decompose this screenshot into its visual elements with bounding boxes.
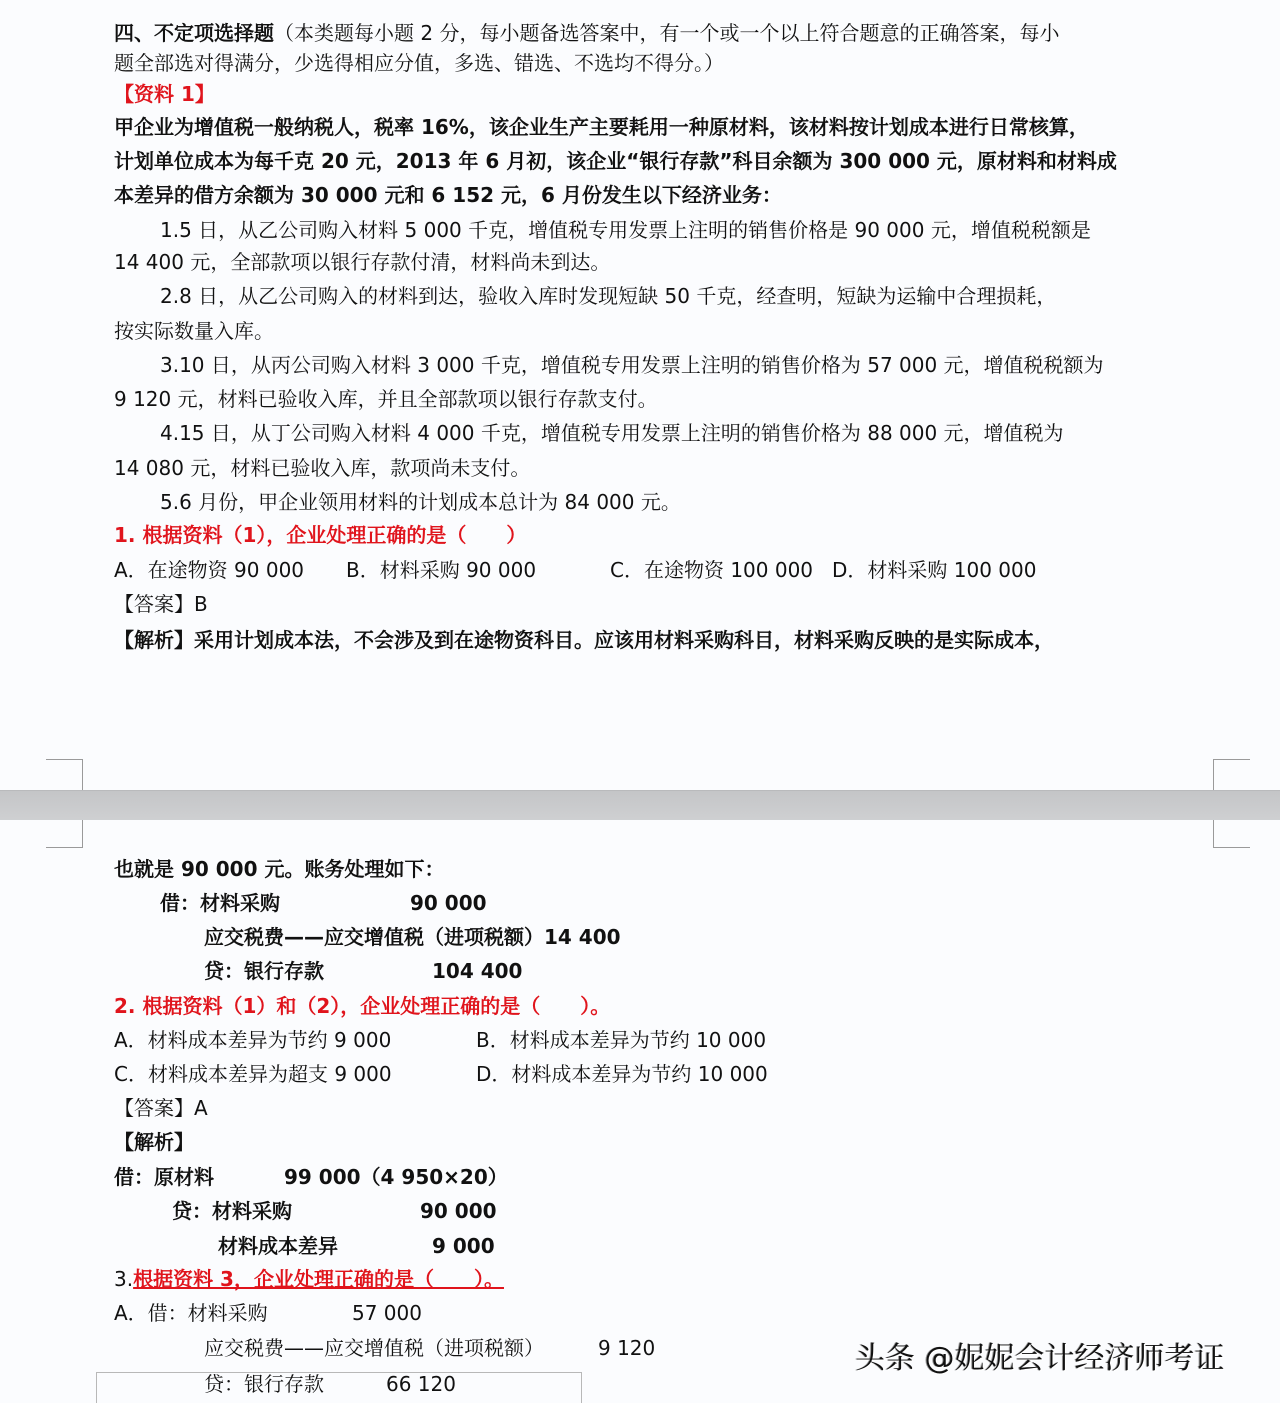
entry-amount: 90 000 <box>420 1199 497 1223</box>
answer-value: A <box>194 1096 208 1120</box>
question-2: 2. 根据资料（1）和（2），企业处理正确的是（ ）。 <box>114 994 611 1018</box>
q2-option-c: C．材料成本差异为超支 9 000 <box>114 1062 392 1086</box>
q1-analysis-cont: 也就是 90 000 元。账务处理如下： <box>114 857 445 881</box>
q2-option-b: B．材料成本差异为节约 10 000 <box>476 1028 767 1052</box>
entry-label: 贷：材料采购 <box>172 1199 292 1223</box>
business-item-1-cont: 14 400 元，全部款项以银行存款付清，材料尚未到达。 <box>114 250 611 274</box>
journal-entry <box>204 922 621 952</box>
material-intro-line: 计划单位成本为每千克 20 元，2013 年 6 月初，该企业“银行存款”科目余额为 300 000 元，原材料和材料成 <box>114 149 1117 173</box>
entry-label: 贷：银行存款 <box>204 1372 324 1396</box>
business-item-1: 1.5 日，从乙公司购入材料 5 000 千克，增值税专用发票上注明的销售价格是 90 000 元，增值税税额是 <box>160 218 1091 242</box>
section-header <box>114 18 1059 48</box>
crop-mark <box>1213 759 1250 791</box>
entry-label: A．借：材料采购 <box>114 1301 268 1325</box>
journal-entry <box>160 888 280 918</box>
crop-mark <box>1213 820 1250 848</box>
question-1: 1. 根据资料（1），企业处理正确的是（ ） <box>114 523 527 547</box>
material-intro-line: 本差异的借方余额为 30 000 元和 6 152 元，6 月份发生以下经济业务： <box>114 183 782 207</box>
entry-amount: 90 000 <box>410 891 487 915</box>
entry-label: 材料成本差异 <box>218 1234 338 1258</box>
business-item-4: 4.15 日，从丁公司购入材料 4 000 千克，增值税专用发票上注明的销售价格为 88 000 元，增值税为 <box>160 421 1064 445</box>
page-separator <box>0 790 1280 821</box>
business-item-5: 5.6 月份，甲企业领用材料的计划成本总计为 84 000 元。 <box>160 490 681 514</box>
analysis-text: 采用计划成本法，不会涉及到在途物资科目。应该用材料采购科目，材料采购反映的是实际成本， <box>194 628 1054 652</box>
entry-label: 应交税费——应交增值税（进项税额） <box>204 925 544 949</box>
answer-value: B <box>194 592 208 616</box>
q2-analysis-label: 【解析】 <box>114 1130 194 1154</box>
crop-mark <box>46 820 83 848</box>
watermark: 头条 @妮妮会计经济师考证 <box>855 1341 1225 1376</box>
material-intro-line: 甲企业为增值税一般纳税人，税率 16%，该企业生产主要耗用一种原材料，该材料按计划成本进行日常核算， <box>114 115 1089 139</box>
q1-option-a: A．在途物资 90 000 <box>114 558 305 582</box>
entry-amount: 57 000 <box>352 1301 422 1325</box>
entry-label: 借：材料采购 <box>160 891 280 915</box>
entry-amount: 14 400 <box>544 925 621 949</box>
q1-option-c: C．在途物资 100 000 <box>610 558 814 582</box>
entry-label: 应交税费——应交增值税（进项税额） <box>204 1336 544 1360</box>
answer-label: 【答案】 <box>114 592 194 616</box>
entry-label: 借：原材料 <box>114 1165 214 1189</box>
question-text: 根据资料 3，企业处理正确的是（ ）。 <box>133 1267 504 1291</box>
section-instructions: （本类题每小题 2 分，每小题备选答案中，有一个或一个以上符合题意的正确答案，每小 <box>274 21 1060 45</box>
entry-amount: 66 120 <box>386 1372 456 1396</box>
q1-answer <box>114 589 208 619</box>
entry-amount: 104 400 <box>432 959 523 983</box>
q1-option-b: B．材料采购 90 000 <box>346 558 537 582</box>
section-instructions-cont: 题全部选对得满分，少选得相应分值，多选、错选、不选均不得分。） <box>114 51 724 75</box>
section-title: 四、不定项选择题 <box>114 21 274 45</box>
entry-amount: 9 000 <box>432 1234 495 1258</box>
entry-amount: 99 000（4 950×20） <box>284 1165 508 1189</box>
crop-mark <box>46 759 83 791</box>
q1-analysis <box>114 625 1054 655</box>
journal-entry <box>204 956 324 986</box>
material-label: 【资料 1】 <box>114 82 215 106</box>
analysis-label: 【解析】 <box>114 628 194 652</box>
business-item-2: 2.8 日，从乙公司购入的材料到达，验收入库时发现短缺 50 千克，经查明，短缺为运输中合理损耗， <box>160 284 1057 308</box>
q2-option-a: A．材料成本差异为节约 9 000 <box>114 1028 392 1052</box>
business-item-4-cont: 14 080 元，材料已验收入库，款项尚未支付。 <box>114 456 531 480</box>
question-3 <box>114 1264 504 1294</box>
q2-option-d: D．材料成本差异为节约 10 000 <box>476 1062 768 1086</box>
q2-answer <box>114 1093 208 1123</box>
q1-option-d: D．材料采购 100 000 <box>832 558 1037 582</box>
entry-label: 贷：银行存款 <box>204 959 324 983</box>
question-number: 3. <box>114 1267 134 1291</box>
business-item-3: 3.10 日，从丙公司购入材料 3 000 千克，增值税专用发票上注明的销售价格为 57 000 元，增值税税额为 <box>160 353 1104 377</box>
entry-amount: 9 120 <box>598 1336 656 1360</box>
table-border <box>96 1372 582 1403</box>
answer-label: 【答案】 <box>114 1096 194 1120</box>
business-item-2-cont: 按实际数量入库。 <box>114 319 274 343</box>
business-item-3-cont: 9 120 元，材料已验收入库，并且全部款项以银行存款支付。 <box>114 387 658 411</box>
